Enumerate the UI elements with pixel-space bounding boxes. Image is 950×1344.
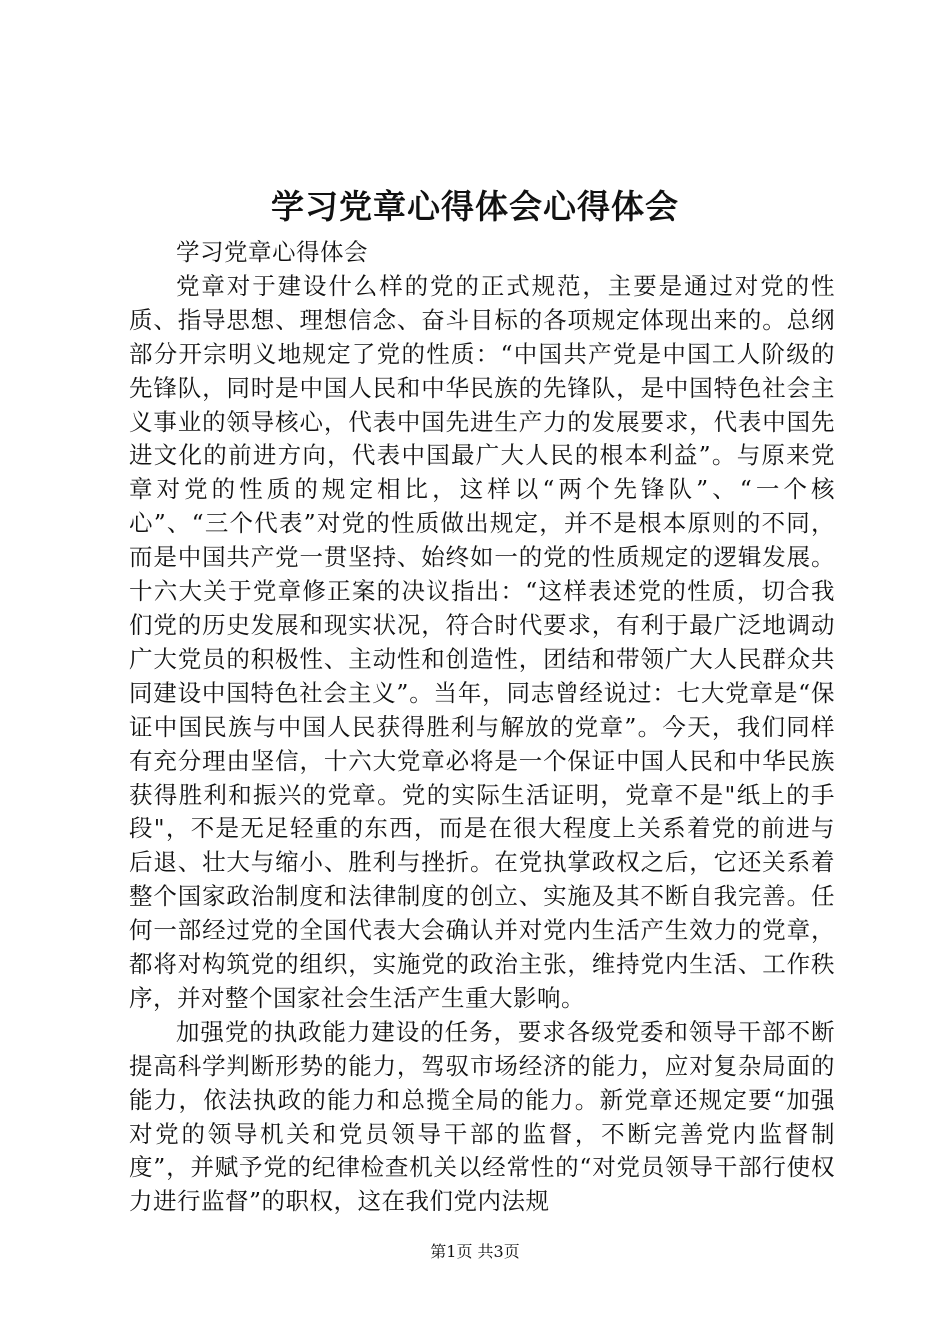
body-paragraph: 加强党的执政能力建设的任务，要求各级党委和领导干部不断提高科学判断形势的能力，驾驭市场经济的能力，应对复杂局面的能力，依法执政的能力和总揽全局的能力。新党章还规定要“加强对党的领导机关和党员领导干部的监督，不断完善党内监督制度”，并赋予党的纪律检查机关以经常性的“对党员领导干部行使权力进行监督”的职权，这在我们党内法规 [129,1017,835,1216]
body-paragraph: 学习党章心得体会 [176,238,368,266]
page-indicator: 第1页 共3页 [430,1242,520,1261]
document-title: 学习党章心得体会心得体会 [271,187,679,226]
body-paragraph: 党章对于建设什么样的党的正式规范，主要是通过对党的性质、指导思想、理想信念、奋斗目标的各项规定体现出来的。总纲部分开宗明义地规定了党的性质：“中国共产党是中国工人阶级的先锋队，同时是中国人民和中华民族的先锋队，是中国特色社会主义事业的领导核心，代表中国先进生产力的发展要求，代表中国先进文化的前进方向，代表中国最广大人民的根本利益”。与原来党章对党的性质的规定相比，这样以“两个先锋队”、“一个核心”、“三个代表”对党的性质做出规定，并不是根本原则的不同，而是中国共产党一贯坚持、始终如一的党的性质规定的逻辑发展。十六大关于党章修正案的决议指出：“这样表述党的性质，切合我们党的历史发展和现实状况，符合时代要求，有利于最广泛地调动广大党员的积极性、主动性和创造性，团结和带领广大人民群众共同建设中国特色社会主义”。当年，同志曾经说过：七大党章是“保证中国民族与中国人民获得胜利与解放的党章”。今天，我们同样有充分理由坚信，十六大党章必将是一个保证中国人民和中华民族获得胜利和振兴的党章。党的实际生活证明，党章不是"纸上的手段"，不是无足轻重的东西，而是在很大程度上关系着党的前进与后退、壮大与缩小、胜利与挫折。在党执掌政权之后，它还关系着整个国家政治制度和法律制度的创立、实施及其不断自我完善。任何一部经过党的全国代表大会确认并对党内生活产生效力的党章，都将对构筑党的组织，实施党的政治主张，维持党内生活、工作秩序，并对整个国家社会生活产生重大影响。 [129,271,835,1012]
page-footer [0,1241,950,1263]
document-body [129,236,835,1219]
